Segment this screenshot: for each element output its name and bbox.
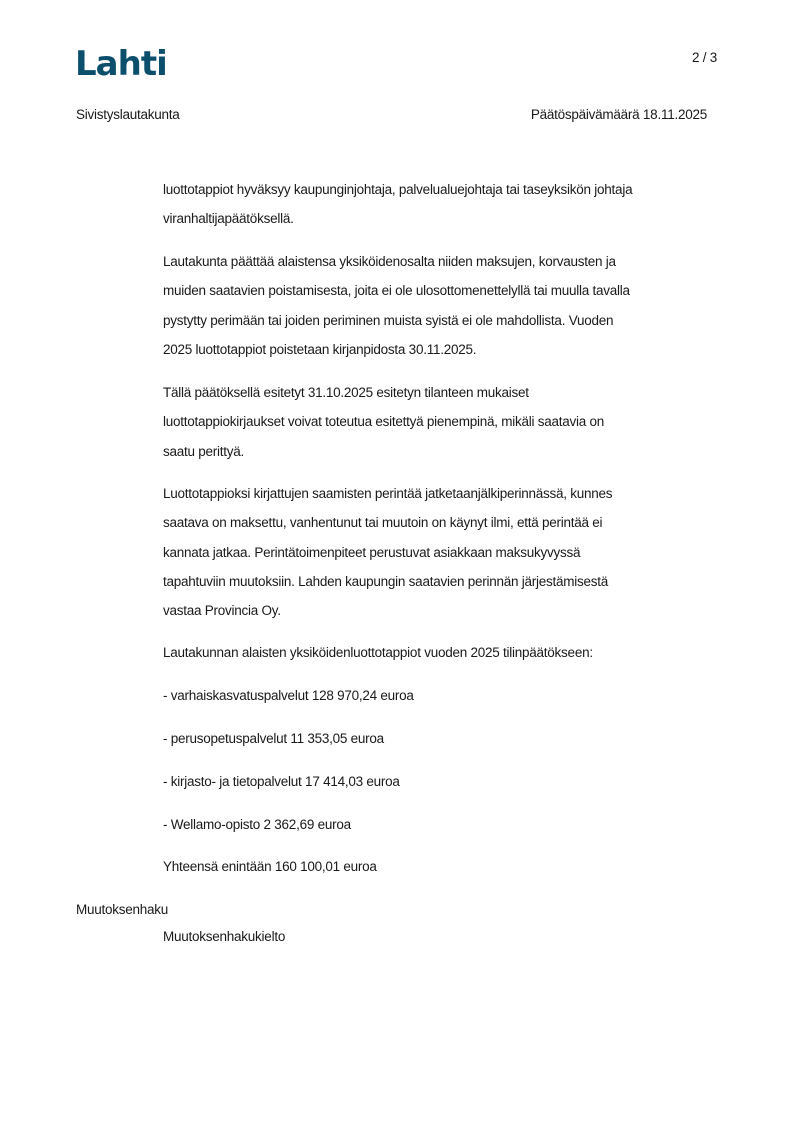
paragraph-line: kannata jatkaa. Perintätoimenpiteet perustuvat asiakkaan maksukyvyssä	[163, 544, 581, 560]
paragraph-line: - perusopetuspalvelut 11 353,05 euroa	[163, 731, 384, 746]
paragraph-line: tapahtuviin muutoksiin. Lahden kaupungin saatavien perinnän järjestämisestä	[163, 573, 609, 589]
paragraph	[163, 378, 604, 466]
paragraph-line: saatu perittyä.	[163, 443, 245, 459]
paragraph-line: Yhteensä enintään 160 100,01 euroa	[163, 859, 377, 874]
page-number: 2 / 3	[692, 50, 718, 65]
paragraph	[163, 724, 384, 753]
paragraph-line: Lautakunnan alaisten yksiköidenluottotappiot vuoden 2025 tilinpäätökseen:	[163, 645, 593, 660]
paragraph-line: - kirjasto- ja tietopalvelut 17 414,03 euroa	[163, 774, 400, 789]
paragraph-line: Lautakunta päättää alaistensa yksiköidenosalta niiden maksujen, korvausten ja	[163, 254, 616, 269]
paragraph-line: - Wellamo-opisto 2 362,69 euroa	[163, 817, 351, 832]
paragraph-line: 2025 luottotappiot poistetaan kirjanpidosta 30.11.2025.	[163, 341, 477, 357]
paragraph-line: - varhaiskasvatuspalvelut 128 970,24 euroa	[163, 688, 414, 703]
paragraph-line: luottotappiot hyväksyy kaupunginjohtaja, palvelualuejohtaja tai taseyksikön johtaja	[163, 182, 633, 197]
paragraph	[163, 247, 630, 364]
department-name: Sivistyslautakunta	[76, 107, 180, 122]
paragraph	[163, 681, 414, 710]
decision-date: Päätöspäivämäärä 18.11.2025	[530, 107, 707, 122]
appeal-heading: Muutoksenhaku	[76, 902, 169, 917]
paragraph-line: vastaa Provincia Oy.	[163, 603, 281, 619]
paragraph-line: viranhaltijapäätöksellä.	[163, 211, 294, 227]
appeal-text: Muutoksenhakukielto	[163, 929, 286, 944]
paragraph	[163, 638, 593, 667]
lahti-logo: Lahti	[75, 44, 167, 84]
paragraph-line: luottotappiokirjaukset voivat toteutua esitettyä pienempinä, mikäli saatavia on	[163, 414, 605, 430]
paragraph	[163, 767, 400, 796]
paragraph-line: muiden saatavien poistamisesta, joita ei ole ulosottomenettelyllä tai muulla tavalla	[163, 283, 630, 299]
paragraph-line: Tällä päätöksellä esitetyt 31.10.2025 esitetyn tilanteen mukaiset	[163, 385, 529, 400]
paragraph-line: pystytty perimään tai joiden periminen muista syistä ei ole mahdollista. Vuoden	[163, 312, 614, 328]
paragraph	[163, 175, 632, 234]
paragraph	[163, 479, 612, 625]
paragraph-line: saatava on maksettu, vanhentunut tai muutoin on käynyt ilmi, että perintää ei	[163, 515, 603, 531]
paragraph	[163, 810, 351, 839]
paragraph-line: Luottotappioksi kirjattujen saamisten perintää jatketaanjälkiperinnässä, kunnes	[163, 486, 613, 501]
paragraph	[163, 852, 377, 881]
